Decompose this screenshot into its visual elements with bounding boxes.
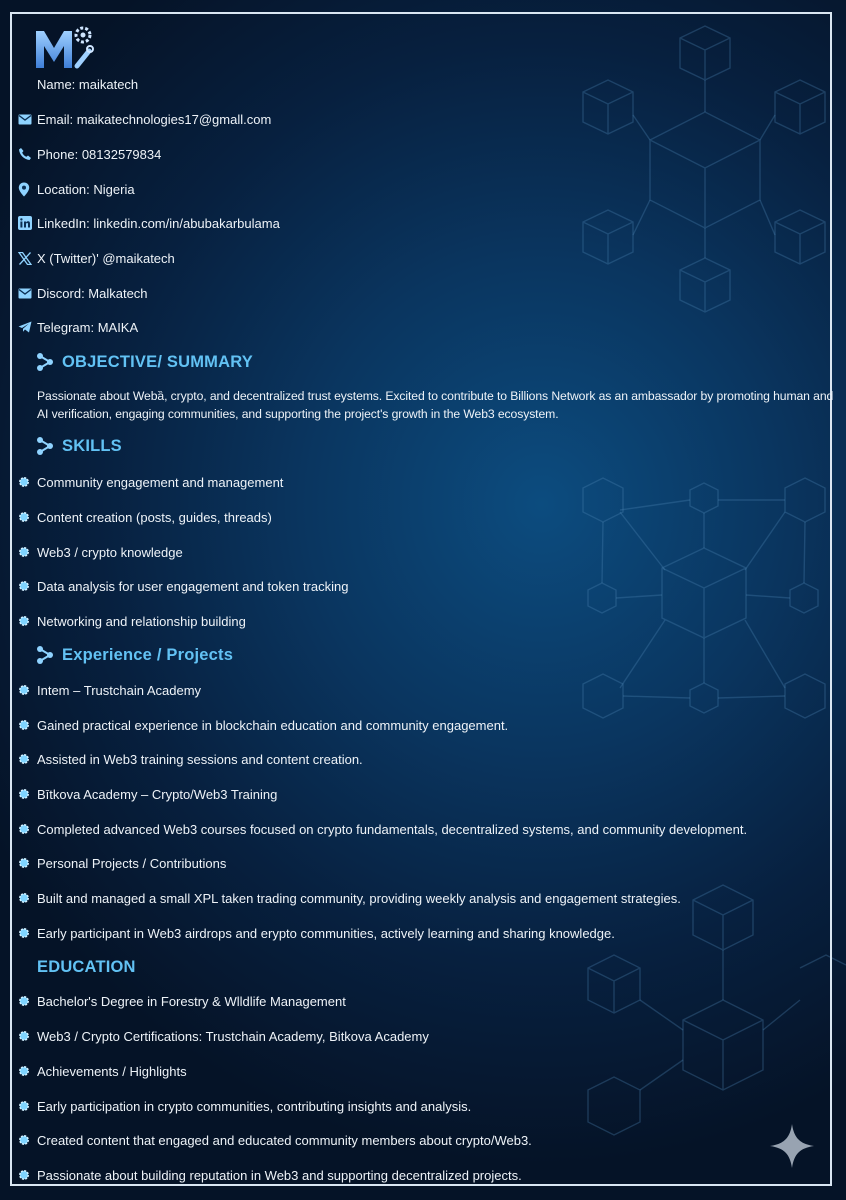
bullet-gear-icon	[18, 684, 37, 696]
education-item-text: Created content that engaged and educated community members about crypto/Web3.	[37, 1132, 532, 1148]
objective-heading-text: OBJECTIVE/ SUMMARY	[62, 352, 253, 371]
bullet-gear-icon	[18, 1169, 37, 1181]
experience-item-text: Bītkova Academy – Crypto/Web3 Training	[37, 786, 278, 802]
experience-item	[18, 922, 833, 944]
share-nodes-icon	[36, 352, 62, 372]
skill-item	[18, 506, 833, 528]
skill-item	[18, 471, 833, 493]
education-heading	[37, 954, 136, 980]
skills-heading	[36, 433, 122, 459]
contact-discord-text: Discord: Malkatech	[37, 285, 148, 301]
education-heading-text: EDUCATION	[37, 957, 136, 976]
experience-item	[18, 818, 833, 840]
skill-item-text: Community engagement and management	[37, 474, 284, 490]
x-twitter-icon	[18, 252, 37, 265]
bullet-gear-icon	[18, 927, 37, 939]
skill-item-text: Content creation (posts, guides, threads)	[37, 509, 272, 525]
bullet-gear-icon	[18, 892, 37, 904]
contact-telegram	[18, 316, 833, 338]
contact-x-twitter	[18, 247, 833, 269]
experience-item-text: Assisted in Web3 training sessions and content creation.	[37, 751, 363, 767]
bullet-gear-icon	[18, 857, 37, 869]
maika-logo	[33, 24, 97, 74]
contact-phone-text: Phone: 08132579834	[37, 146, 162, 162]
bullet-gear-icon	[18, 995, 37, 1007]
skill-item-text: Web3 / crypto knowledge	[37, 544, 183, 560]
experience-item-text: Gained practical experience in blockchain education and community engagement.	[37, 717, 509, 733]
bullet-gear-icon	[18, 1065, 37, 1077]
experience-item	[18, 887, 833, 909]
skill-item	[18, 541, 833, 563]
experience-item-text: Personal Projects / Contributions	[37, 855, 227, 871]
education-item-text: Passionate about building reputation in Web3 and supporting decentralized projects.	[37, 1167, 522, 1183]
share-nodes-icon	[36, 436, 62, 456]
education-item	[18, 1025, 833, 1047]
contact-location-text: Location: Nigeria	[37, 181, 135, 197]
education-item	[18, 1060, 833, 1082]
education-item-text: Bachelor's Degree in Forestry & Wlldlife Management	[37, 993, 346, 1009]
contact-name-text: Name: maikatech	[37, 76, 139, 92]
contact-email	[18, 108, 833, 130]
skill-item	[18, 575, 833, 597]
education-item	[18, 1129, 833, 1151]
bullet-gear-icon	[18, 719, 37, 731]
skill-item-text: Networking and relationship building	[37, 613, 246, 629]
sparkle-watermark-icon	[768, 1122, 816, 1170]
education-item-text: Early participation in crypto communities, contributing insights and analysis.	[37, 1098, 472, 1114]
education-item-text: Achievements / Highlights	[37, 1063, 187, 1079]
bullet-gear-icon	[18, 788, 37, 800]
education-item-text: Web3 / Crypto Certifications: Trustchain Academy, Bitkova Academy	[37, 1028, 429, 1044]
experience-item	[18, 714, 833, 736]
experience-item	[18, 679, 833, 701]
email-icon	[18, 114, 37, 125]
bullet-gear-icon	[18, 546, 37, 558]
phone-icon	[18, 147, 37, 161]
skills-heading-text: SKILLS	[62, 436, 122, 455]
objective-text: Passionate about Webȁ, crypto, and decentralized trust eystems. Excited to contribute to Billions Network as an ambassador by promoting human and AI verification, engaging communities, and supporting the project's growth in the Web3 ecosystem.	[37, 389, 834, 421]
objective-heading	[36, 349, 253, 375]
education-item	[18, 1095, 833, 1117]
bullet-gear-icon	[18, 580, 37, 592]
experience-heading	[36, 642, 233, 668]
experience-item	[18, 748, 833, 770]
experience-item-text: Early participant in Web3 airdrops and erypto communities, actively learning and sharing knowledge.	[37, 925, 615, 941]
skill-item-text: Data analysis for user engagement and token tracking	[37, 578, 349, 594]
bullet-gear-icon	[18, 615, 37, 627]
experience-item	[18, 852, 833, 874]
linkedin-icon	[18, 216, 37, 230]
experience-item-text: Completed advanced Web3 courses focused on crypto fundamentals, decentralized systems, and community development.	[37, 821, 748, 837]
experience-item-text: Intem – Trustchain Academy	[37, 682, 202, 698]
experience-item-text: Built and managed a small XPL taken trading community, providing weekly analysis and engagement strategies.	[37, 890, 681, 906]
contact-phone	[18, 143, 833, 165]
contact-telegram-text: Telegram: MAIKA	[37, 319, 139, 335]
discord-icon	[18, 288, 37, 299]
contact-discord	[18, 282, 833, 304]
experience-item	[18, 783, 833, 805]
education-item	[18, 990, 833, 1012]
contact-name	[18, 73, 833, 95]
contact-location	[18, 178, 833, 200]
contact-email-text: Email: maikatechnologies17@gmall.com	[37, 111, 272, 127]
contact-linkedin	[18, 212, 833, 234]
bullet-gear-icon	[18, 511, 37, 523]
experience-heading-text: Experience / Projects	[62, 645, 234, 664]
bullet-gear-icon	[18, 476, 37, 488]
bullet-gear-icon	[18, 1134, 37, 1146]
bullet-gear-icon	[18, 753, 37, 765]
bullet-gear-icon	[18, 1100, 37, 1112]
contact-x-twitter-text: X (Twitter)' @maikatech	[37, 250, 175, 266]
contact-linkedin-text: LinkedIn: linkedin.com/in/abubakarbulama	[37, 215, 280, 231]
location-pin-icon	[18, 182, 37, 197]
skill-item	[18, 610, 833, 632]
share-nodes-icon	[36, 645, 62, 665]
bullet-gear-icon	[18, 1030, 37, 1042]
bullet-gear-icon	[18, 823, 37, 835]
telegram-icon	[18, 321, 37, 333]
education-item	[18, 1164, 833, 1186]
